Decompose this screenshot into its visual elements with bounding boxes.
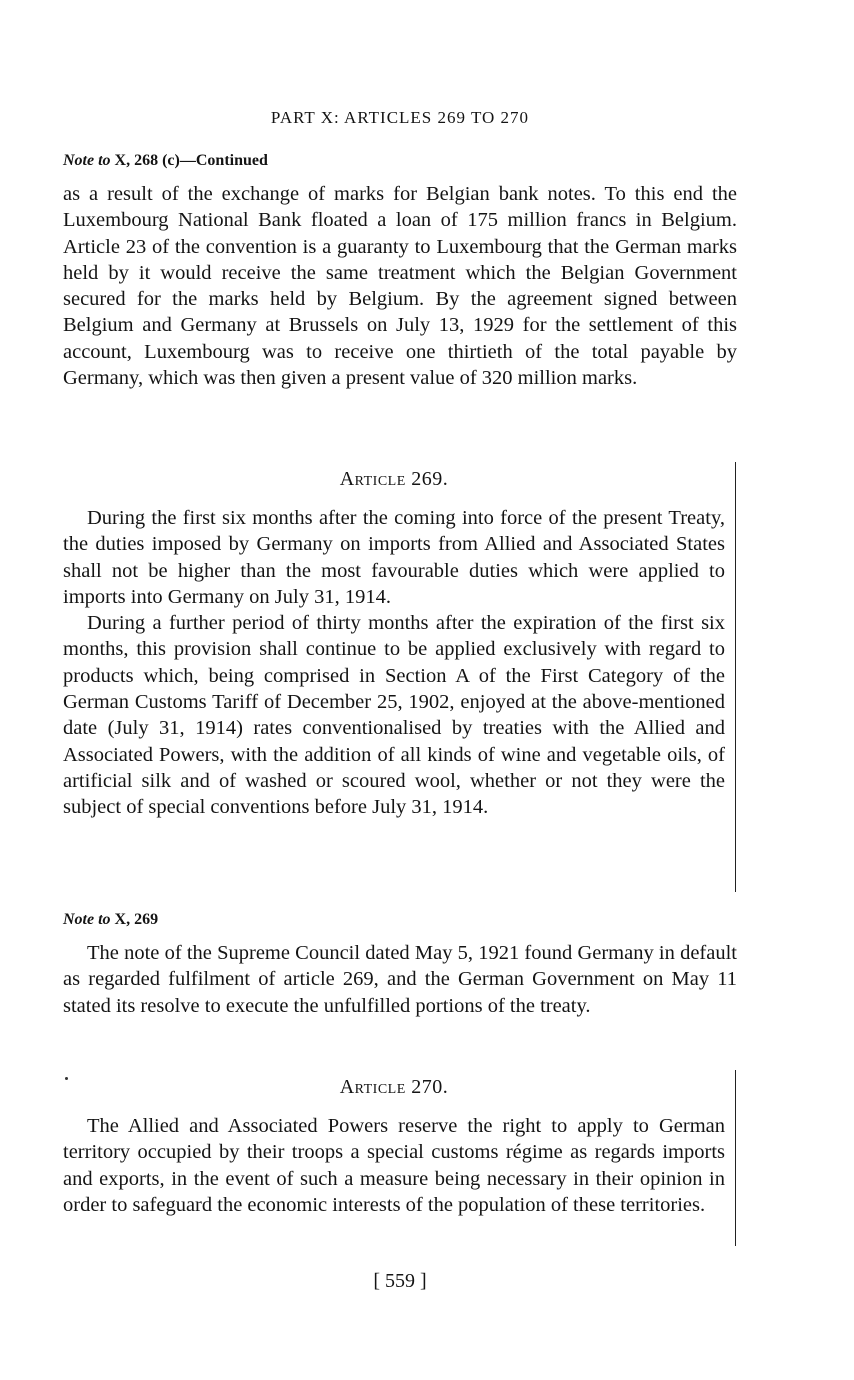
note-268-heading xyxy=(63,152,268,170)
note-269-heading-italic: Note to xyxy=(63,911,111,928)
article-269-block xyxy=(63,462,736,892)
running-head: PART X: ARTICLES 269 TO 270 xyxy=(270,108,530,127)
note-269-text: The note of the Supreme Council dated May 5, 1921 found Germany in default as regarded fulfilment of article 269, and the German Government on May 11 stated its resolve to execute the unfulfilled portions of the treaty. xyxy=(63,942,737,1017)
note-268-heading-italic: Note to xyxy=(63,152,111,169)
note-269-heading xyxy=(63,911,158,929)
note-268-text: as a result of the exchange of marks for Belgian bank notes. To this end the Luxembourg National Bank floated a loan of 175 million francs in Belgium. Article 23 of the convention is a guaranty to Luxembourg that the German marks held by it would receive the same treatment which the Belgian Government secured for the marks held by Belgium. By the agreement signed between Belgium and Germany at Brussels on July 13, 1929 for the settlement of this account, Luxembourg was to receive one thirtieth of the total payable by Germany, which was then given a present value of 320 million marks. xyxy=(63,183,737,390)
note-268-heading-rest: X, 268 (c)—Continued xyxy=(110,152,268,169)
ink-speck xyxy=(65,1077,68,1080)
article-269-paragraph-1: During the first six months after the coming into force of the present Treaty, the duties imposed by Germany on imports from Allied and Associated States shall not be higher than the most favourable duties which were applied to imports into Germany on July 31, 1914. xyxy=(63,507,725,608)
note-269-body xyxy=(63,940,737,1019)
article-270-paragraph-1: The Allied and Associated Powers reserve the right to apply to German territory occupied by their troops a special customs régime as regards imports and exports, in the event of such a measure being necessary in their opinion in order to safeguard the economic interests of the population of these territories. xyxy=(63,1115,725,1216)
article-269-body xyxy=(63,505,725,821)
article-269-paragraph-2: During a further period of thirty months after the expiration of the first six months, this provision shall continue to be applied exclusively with regard to products which, being comprised in Section A of the First Category of the German Customs Tariff of December 25, 1902, enjoyed at the above-mentioned date (July 31, 1914) rates conventionalised by treaties with the Allied and Associated Powers, with the addition of all kinds of wine and vegetable oils, of artificial silk and of washed or scoured wool, whether or not they were the subject of special conventions before July 31, 1914. xyxy=(63,612,725,819)
article-270-block xyxy=(63,1070,736,1246)
page-number: [ 559 ] xyxy=(373,1270,427,1292)
note-268-body xyxy=(63,181,737,391)
article-270-body xyxy=(63,1113,725,1218)
article-269-title: Article 269. xyxy=(339,468,449,490)
article-270-title: Article 270. xyxy=(339,1076,449,1098)
note-269-heading-rest: X, 269 xyxy=(110,911,159,928)
